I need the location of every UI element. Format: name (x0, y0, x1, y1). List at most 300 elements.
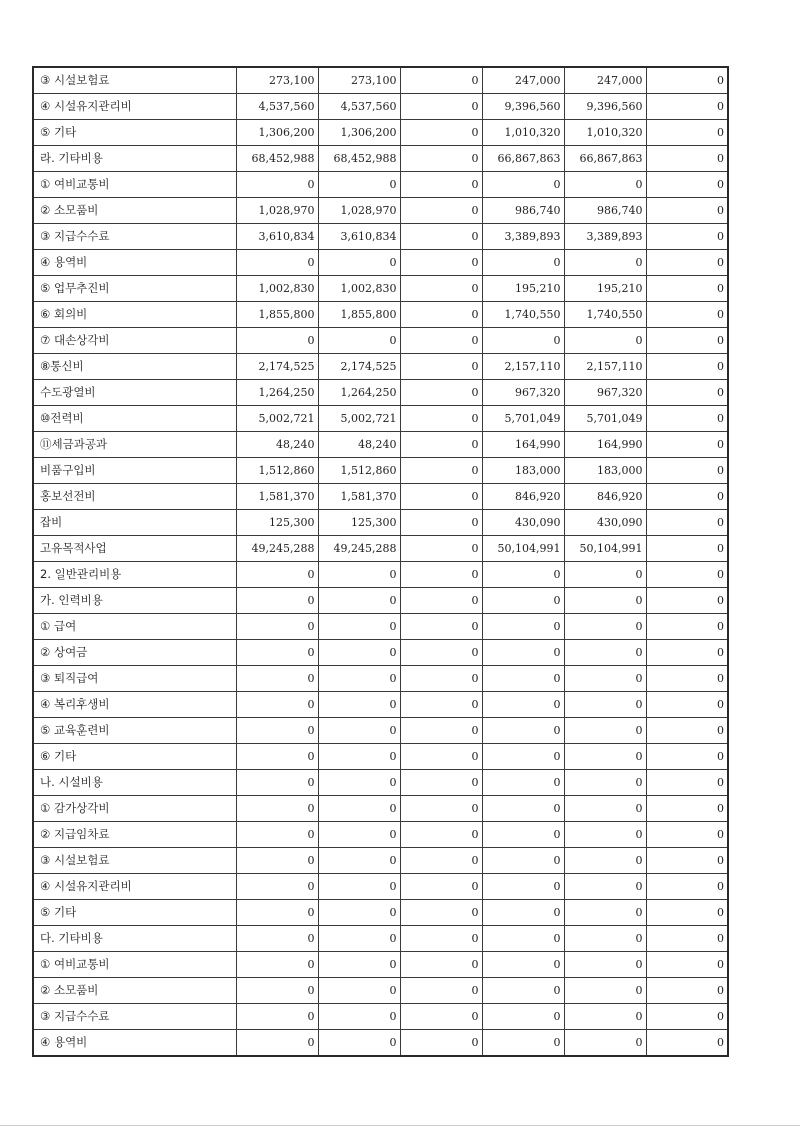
cell-actual-a: 0 (318, 900, 400, 926)
cell-diff-a: 0 (400, 874, 482, 900)
cell-budget-b: 967,320 (482, 380, 564, 406)
table-row (33, 67, 728, 94)
cell-actual-a: 48,240 (318, 432, 400, 458)
row-label: 비품구입비 (33, 458, 236, 484)
cell-budget-a: 0 (236, 1030, 318, 1057)
cell-actual-a: 1,002,830 (318, 276, 400, 302)
cell-budget-a: 0 (236, 978, 318, 1004)
cell-budget-a: 1,264,250 (236, 380, 318, 406)
cell-diff-b: 0 (646, 718, 728, 744)
cell-budget-a: 0 (236, 588, 318, 614)
cell-diff-b: 0 (646, 770, 728, 796)
row-label: 나. 시설비용 (33, 770, 236, 796)
cell-diff-b: 0 (646, 276, 728, 302)
table-row (33, 172, 728, 198)
cell-diff-b: 0 (646, 562, 728, 588)
cell-actual-b: 967,320 (564, 380, 646, 406)
cell-diff-b: 0 (646, 692, 728, 718)
table-row (33, 822, 728, 848)
cell-diff-a: 0 (400, 692, 482, 718)
cell-diff-a: 0 (400, 718, 482, 744)
cell-actual-a: 2,174,525 (318, 354, 400, 380)
cell-budget-a: 0 (236, 692, 318, 718)
table-row (33, 328, 728, 354)
cell-actual-a: 5,002,721 (318, 406, 400, 432)
page-bottom-rule (0, 1125, 800, 1126)
cell-diff-b: 0 (646, 1030, 728, 1057)
cell-budget-a: 0 (236, 250, 318, 276)
cell-diff-b: 0 (646, 536, 728, 562)
cell-diff-b: 0 (646, 94, 728, 120)
cell-budget-a: 0 (236, 172, 318, 198)
cell-diff-a: 0 (400, 120, 482, 146)
row-label: ⑤ 업무추진비 (33, 276, 236, 302)
cell-actual-b: 183,000 (564, 458, 646, 484)
cell-actual-a: 0 (318, 172, 400, 198)
cell-budget-a: 4,537,560 (236, 94, 318, 120)
cell-actual-b: 0 (564, 588, 646, 614)
cell-diff-a: 0 (400, 198, 482, 224)
cell-diff-b: 0 (646, 432, 728, 458)
row-label: ④ 용역비 (33, 250, 236, 276)
cell-diff-b: 0 (646, 666, 728, 692)
cell-actual-a: 125,300 (318, 510, 400, 536)
cell-diff-a: 0 (400, 276, 482, 302)
table-row (33, 302, 728, 328)
table-row (33, 276, 728, 302)
cell-budget-a: 125,300 (236, 510, 318, 536)
cell-budget-b: 0 (482, 328, 564, 354)
cell-budget-a: 68,452,988 (236, 146, 318, 172)
cell-diff-a: 0 (400, 94, 482, 120)
cell-actual-a: 1,028,970 (318, 198, 400, 224)
cell-actual-b: 0 (564, 640, 646, 666)
table-row (33, 952, 728, 978)
table-row (33, 224, 728, 250)
cell-diff-b: 0 (646, 926, 728, 952)
table-row (33, 718, 728, 744)
cell-diff-b: 0 (646, 406, 728, 432)
cell-budget-b: 0 (482, 172, 564, 198)
row-label: ⑤ 교육훈련비 (33, 718, 236, 744)
cell-budget-b: 3,389,893 (482, 224, 564, 250)
cell-actual-b: 0 (564, 874, 646, 900)
cell-actual-a: 0 (318, 848, 400, 874)
cell-budget-a: 0 (236, 614, 318, 640)
cell-actual-a: 0 (318, 926, 400, 952)
cell-actual-b: 0 (564, 978, 646, 1004)
cell-actual-b: 1,740,550 (564, 302, 646, 328)
cell-diff-a: 0 (400, 67, 482, 94)
cell-diff-a: 0 (400, 432, 482, 458)
cell-actual-a: 3,610,834 (318, 224, 400, 250)
table-row (33, 354, 728, 380)
cell-actual-b: 164,990 (564, 432, 646, 458)
cell-budget-b: 247,000 (482, 67, 564, 94)
cell-actual-b: 0 (564, 1004, 646, 1030)
cell-diff-b: 0 (646, 250, 728, 276)
cell-budget-a: 0 (236, 718, 318, 744)
cell-budget-a: 0 (236, 822, 318, 848)
row-label: ② 소모품비 (33, 978, 236, 1004)
cell-diff-a: 0 (400, 250, 482, 276)
cell-diff-a: 0 (400, 146, 482, 172)
cell-diff-a: 0 (400, 588, 482, 614)
cell-budget-a: 5,002,721 (236, 406, 318, 432)
cell-diff-a: 0 (400, 978, 482, 1004)
table-row (33, 432, 728, 458)
table-row (33, 1004, 728, 1030)
cell-actual-b: 0 (564, 796, 646, 822)
cell-actual-a: 0 (318, 640, 400, 666)
row-label: ⑥ 기타 (33, 744, 236, 770)
cell-actual-b: 0 (564, 848, 646, 874)
cell-actual-a: 68,452,988 (318, 146, 400, 172)
cell-actual-a: 0 (318, 588, 400, 614)
cell-budget-b: 986,740 (482, 198, 564, 224)
cell-actual-b: 0 (564, 666, 646, 692)
cell-budget-a: 0 (236, 926, 318, 952)
table-row (33, 146, 728, 172)
cell-diff-b: 0 (646, 796, 728, 822)
cell-budget-b: 0 (482, 874, 564, 900)
cell-actual-b: 0 (564, 562, 646, 588)
cell-budget-b: 0 (482, 1030, 564, 1057)
cell-actual-b: 0 (564, 822, 646, 848)
cell-budget-a: 2,174,525 (236, 354, 318, 380)
cell-diff-b: 0 (646, 952, 728, 978)
table-row (33, 978, 728, 1004)
cell-budget-b: 0 (482, 562, 564, 588)
cell-budget-a: 49,245,288 (236, 536, 318, 562)
cell-actual-a: 1,855,800 (318, 302, 400, 328)
cell-budget-b: 0 (482, 978, 564, 1004)
cell-actual-a: 0 (318, 718, 400, 744)
cell-budget-a: 48,240 (236, 432, 318, 458)
cell-diff-a: 0 (400, 458, 482, 484)
row-label: 다. 기타비용 (33, 926, 236, 952)
cell-budget-b: 0 (482, 926, 564, 952)
row-label: ③ 시설보험료 (33, 848, 236, 874)
cell-budget-a: 0 (236, 770, 318, 796)
row-label: ② 상여금 (33, 640, 236, 666)
cell-diff-a: 0 (400, 952, 482, 978)
cell-actual-b: 0 (564, 770, 646, 796)
table-row (33, 744, 728, 770)
cell-budget-b: 0 (482, 692, 564, 718)
cell-diff-a: 0 (400, 900, 482, 926)
cell-actual-b: 846,920 (564, 484, 646, 510)
cell-budget-b: 0 (482, 718, 564, 744)
cell-diff-b: 0 (646, 900, 728, 926)
cell-actual-b: 0 (564, 614, 646, 640)
row-label: 홍보선전비 (33, 484, 236, 510)
cell-diff-a: 0 (400, 484, 482, 510)
table-row (33, 692, 728, 718)
table-row (33, 588, 728, 614)
table-row (33, 406, 728, 432)
row-label: 수도광열비 (33, 380, 236, 406)
cell-budget-a: 0 (236, 328, 318, 354)
cell-actual-a: 0 (318, 328, 400, 354)
cell-budget-a: 1,002,830 (236, 276, 318, 302)
cell-diff-a: 0 (400, 666, 482, 692)
table-row (33, 94, 728, 120)
cell-budget-a: 0 (236, 666, 318, 692)
cell-budget-b: 0 (482, 588, 564, 614)
cell-budget-b: 5,701,049 (482, 406, 564, 432)
table-row (33, 848, 728, 874)
table-row (33, 120, 728, 146)
cell-budget-b: 0 (482, 822, 564, 848)
cell-diff-b: 0 (646, 120, 728, 146)
table-row (33, 380, 728, 406)
cell-diff-a: 0 (400, 536, 482, 562)
cell-actual-b: 0 (564, 1030, 646, 1057)
cell-actual-a: 0 (318, 1004, 400, 1030)
cell-budget-a: 1,512,860 (236, 458, 318, 484)
cell-budget-a: 0 (236, 744, 318, 770)
cell-diff-a: 0 (400, 1004, 482, 1030)
cell-actual-b: 0 (564, 744, 646, 770)
cell-budget-b: 50,104,991 (482, 536, 564, 562)
cell-diff-a: 0 (400, 848, 482, 874)
row-label: ⑩전력비 (33, 406, 236, 432)
cell-actual-b: 5,701,049 (564, 406, 646, 432)
cell-diff-a: 0 (400, 614, 482, 640)
cell-actual-a: 1,512,860 (318, 458, 400, 484)
cell-actual-a: 0 (318, 562, 400, 588)
cell-diff-b: 0 (646, 614, 728, 640)
cell-budget-a: 1,028,970 (236, 198, 318, 224)
row-label: ① 감가상각비 (33, 796, 236, 822)
cell-budget-b: 0 (482, 666, 564, 692)
cell-actual-a: 0 (318, 822, 400, 848)
cell-actual-a: 0 (318, 1030, 400, 1057)
cell-budget-a: 1,306,200 (236, 120, 318, 146)
cell-budget-a: 0 (236, 1004, 318, 1030)
cell-actual-a: 1,264,250 (318, 380, 400, 406)
cell-budget-b: 9,396,560 (482, 94, 564, 120)
cell-budget-b: 66,867,863 (482, 146, 564, 172)
table-row (33, 536, 728, 562)
cell-diff-b: 0 (646, 822, 728, 848)
cell-budget-a: 0 (236, 562, 318, 588)
cell-budget-a: 0 (236, 848, 318, 874)
row-label: ③ 지급수수료 (33, 224, 236, 250)
cell-budget-b: 0 (482, 1004, 564, 1030)
cell-diff-b: 0 (646, 978, 728, 1004)
cell-diff-b: 0 (646, 874, 728, 900)
cell-diff-a: 0 (400, 770, 482, 796)
table-row (33, 458, 728, 484)
cell-actual-a: 4,537,560 (318, 94, 400, 120)
cell-actual-a: 49,245,288 (318, 536, 400, 562)
row-label: ③ 지급수수료 (33, 1004, 236, 1030)
table-row (33, 510, 728, 536)
cell-budget-b: 0 (482, 796, 564, 822)
row-label: 잡비 (33, 510, 236, 536)
cell-budget-b: 0 (482, 770, 564, 796)
expense-ledger-page (32, 66, 728, 1057)
ledger-body (33, 67, 728, 1056)
cell-budget-a: 1,855,800 (236, 302, 318, 328)
row-label: ① 여비교통비 (33, 172, 236, 198)
cell-actual-a: 0 (318, 250, 400, 276)
cell-diff-a: 0 (400, 1030, 482, 1057)
cell-actual-b: 2,157,110 (564, 354, 646, 380)
table-row (33, 484, 728, 510)
cell-diff-b: 0 (646, 224, 728, 250)
cell-budget-b: 0 (482, 900, 564, 926)
table-row (33, 900, 728, 926)
cell-actual-a: 0 (318, 952, 400, 978)
cell-diff-a: 0 (400, 172, 482, 198)
cell-diff-a: 0 (400, 224, 482, 250)
row-label: ③ 퇴직급여 (33, 666, 236, 692)
cell-actual-b: 1,010,320 (564, 120, 646, 146)
cell-budget-a: 0 (236, 952, 318, 978)
cell-diff-b: 0 (646, 380, 728, 406)
cell-actual-b: 0 (564, 692, 646, 718)
cell-actual-b: 50,104,991 (564, 536, 646, 562)
cell-budget-b: 430,090 (482, 510, 564, 536)
cell-actual-b: 0 (564, 328, 646, 354)
row-label: 고유목적사업 (33, 536, 236, 562)
cell-diff-a: 0 (400, 354, 482, 380)
cell-diff-b: 0 (646, 510, 728, 536)
row-label: ② 지급임차료 (33, 822, 236, 848)
cell-budget-b: 1,740,550 (482, 302, 564, 328)
cell-budget-b: 164,990 (482, 432, 564, 458)
row-label: ⑤ 기타 (33, 120, 236, 146)
row-label: ① 급여 (33, 614, 236, 640)
cell-budget-b: 846,920 (482, 484, 564, 510)
cell-diff-a: 0 (400, 328, 482, 354)
row-label: ⑧통신비 (33, 354, 236, 380)
cell-actual-a: 0 (318, 770, 400, 796)
row-label: ⑥ 회의비 (33, 302, 236, 328)
row-label: ④ 용역비 (33, 1030, 236, 1057)
cell-budget-a: 1,581,370 (236, 484, 318, 510)
cell-diff-b: 0 (646, 354, 728, 380)
row-label: ④ 시설유지관리비 (33, 94, 236, 120)
cell-diff-b: 0 (646, 67, 728, 94)
cell-actual-b: 0 (564, 250, 646, 276)
row-label: ③ 시설보험료 (33, 67, 236, 94)
cell-actual-b: 247,000 (564, 67, 646, 94)
row-label: ④ 복리후생비 (33, 692, 236, 718)
cell-actual-b: 0 (564, 172, 646, 198)
cell-diff-a: 0 (400, 926, 482, 952)
cell-budget-a: 0 (236, 874, 318, 900)
row-label: 2. 일반관리비용 (33, 562, 236, 588)
cell-diff-a: 0 (400, 380, 482, 406)
cell-budget-a: 0 (236, 640, 318, 666)
cell-actual-b: 0 (564, 718, 646, 744)
cell-actual-a: 1,581,370 (318, 484, 400, 510)
cell-diff-b: 0 (646, 1004, 728, 1030)
cell-budget-a: 273,100 (236, 67, 318, 94)
row-label: ④ 시설유지관리비 (33, 874, 236, 900)
cell-diff-b: 0 (646, 588, 728, 614)
table-row (33, 796, 728, 822)
cell-diff-b: 0 (646, 328, 728, 354)
cell-actual-a: 273,100 (318, 67, 400, 94)
cell-actual-a: 0 (318, 692, 400, 718)
cell-budget-a: 0 (236, 796, 318, 822)
row-label: ② 소모품비 (33, 198, 236, 224)
cell-diff-b: 0 (646, 640, 728, 666)
cell-diff-a: 0 (400, 510, 482, 536)
cell-budget-b: 0 (482, 640, 564, 666)
cell-budget-b: 1,010,320 (482, 120, 564, 146)
cell-diff-b: 0 (646, 744, 728, 770)
cell-diff-a: 0 (400, 302, 482, 328)
cell-diff-b: 0 (646, 302, 728, 328)
table-row (33, 640, 728, 666)
table-row (33, 926, 728, 952)
cell-actual-a: 0 (318, 874, 400, 900)
cell-actual-a: 0 (318, 796, 400, 822)
table-row (33, 614, 728, 640)
cell-diff-b: 0 (646, 172, 728, 198)
row-label: 가. 인력비용 (33, 588, 236, 614)
cell-diff-a: 0 (400, 562, 482, 588)
cell-actual-a: 0 (318, 666, 400, 692)
cell-budget-b: 195,210 (482, 276, 564, 302)
cell-actual-b: 0 (564, 900, 646, 926)
cell-diff-b: 0 (646, 848, 728, 874)
cell-diff-a: 0 (400, 640, 482, 666)
row-label: ⑦ 대손상각비 (33, 328, 236, 354)
row-label: ⑪세금과공과 (33, 432, 236, 458)
cell-budget-b: 0 (482, 952, 564, 978)
cell-actual-b: 3,389,893 (564, 224, 646, 250)
cell-actual-b: 195,210 (564, 276, 646, 302)
row-label: ⑤ 기타 (33, 900, 236, 926)
table-row (33, 770, 728, 796)
cell-diff-b: 0 (646, 484, 728, 510)
cell-diff-b: 0 (646, 458, 728, 484)
cell-actual-b: 9,396,560 (564, 94, 646, 120)
cell-budget-a: 3,610,834 (236, 224, 318, 250)
cell-budget-b: 183,000 (482, 458, 564, 484)
cell-diff-a: 0 (400, 822, 482, 848)
row-label: ① 여비교통비 (33, 952, 236, 978)
cell-diff-b: 0 (646, 146, 728, 172)
cell-budget-b: 0 (482, 744, 564, 770)
cell-actual-a: 0 (318, 744, 400, 770)
cell-budget-a: 0 (236, 900, 318, 926)
cell-diff-a: 0 (400, 744, 482, 770)
cell-diff-b: 0 (646, 198, 728, 224)
cell-budget-b: 0 (482, 614, 564, 640)
cell-actual-b: 0 (564, 952, 646, 978)
cell-actual-b: 430,090 (564, 510, 646, 536)
table-row (33, 666, 728, 692)
table-row (33, 562, 728, 588)
cell-budget-b: 0 (482, 848, 564, 874)
cell-actual-b: 986,740 (564, 198, 646, 224)
cell-budget-b: 0 (482, 250, 564, 276)
cell-diff-a: 0 (400, 796, 482, 822)
cell-diff-a: 0 (400, 406, 482, 432)
table-row (33, 874, 728, 900)
cell-actual-b: 0 (564, 926, 646, 952)
expense-ledger-table (32, 66, 729, 1057)
cell-budget-b: 2,157,110 (482, 354, 564, 380)
